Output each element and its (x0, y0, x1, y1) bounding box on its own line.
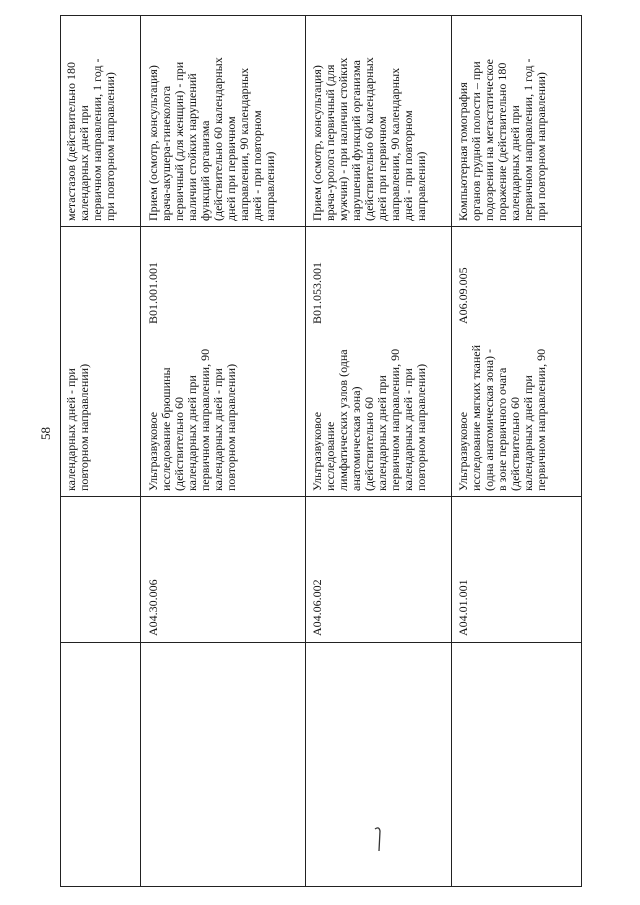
row-divider (451, 16, 452, 886)
text-line: направлении) (414, 151, 428, 221)
text-line: Ультразвуковое (456, 411, 470, 491)
text-line: календарных дней при (521, 375, 535, 491)
text-line: направлении, 90 календарных (388, 67, 402, 221)
pen-mark-icon (373, 823, 383, 853)
text-line: метастазов (действительно 180 (64, 62, 78, 221)
column-divider (61, 642, 581, 643)
text-line: первичном направлении, 1 год - (90, 58, 104, 221)
text-line: дней - при повторном (250, 110, 264, 221)
text-line: (действительно 60 (362, 397, 376, 491)
text-line: (действительно 60 календарных (362, 57, 376, 221)
text-line: первичном направлении, 90 (534, 348, 548, 491)
text-line: (действительно 60 (508, 397, 522, 491)
row-divider (140, 16, 141, 886)
text-line: повторном направлении) (224, 363, 238, 491)
text-line: при повторном направлении) (103, 72, 117, 221)
service-code: B01.001.001 (146, 261, 160, 324)
text-line: первичном направлении, 90 (198, 348, 212, 491)
text-line: врача-уролога первичный (для (323, 64, 337, 221)
service-code: A04.06.002 (310, 579, 324, 636)
text-line: календарных дней при (508, 105, 522, 221)
text-line: подозрении на метастатическое (482, 59, 496, 221)
page-number: 58 (38, 427, 53, 440)
text-line: дней при первичном (224, 116, 238, 221)
text-line: первичном направлении, 90 (388, 348, 402, 491)
service-code: A04.30.006 (146, 579, 160, 636)
text-line: лимфатических узлов (одна (336, 349, 350, 491)
text-line: первичный (для женщин) - при (172, 61, 186, 221)
text-line: повторном направлении) (414, 363, 428, 491)
text-line: Прием (осмотр, консультация) (310, 65, 324, 221)
text-line: исследование брюшины (159, 367, 173, 491)
text-line: исследование (323, 421, 337, 491)
text-line: наличии стойких нарушений (185, 73, 199, 221)
text-line: дней при первичном (375, 116, 389, 221)
text-line: функций организма (198, 120, 212, 221)
text-line: Прием (осмотр, консультация) (146, 65, 160, 221)
text-line: направлении) (263, 151, 277, 221)
text-line: Компьютерная томография (456, 82, 470, 221)
column-divider (61, 226, 581, 227)
text-line: календарных дней при (77, 105, 91, 221)
text-line: (одна анатомическая зона) - (482, 348, 496, 491)
row-divider (305, 16, 306, 886)
column-divider (61, 496, 581, 497)
text-line: повторном направлении) (77, 363, 91, 491)
text-line: календарных дней - при (401, 368, 415, 491)
text-line: врача-акушера-гинеколога (159, 85, 173, 221)
service-code: A04.01.001 (456, 579, 470, 636)
text-line: при повторном направлении) (534, 72, 548, 221)
text-line: поражение (действительно 180 (495, 62, 509, 221)
text-line: Ультразвуковое (310, 411, 324, 491)
text-line: календарных дней при (375, 375, 389, 491)
text-line: нарушений функций организма (349, 60, 363, 221)
text-line: дней - при повторном (401, 110, 415, 221)
text-line: в зоне первичного очага (495, 367, 509, 491)
services-table (60, 15, 582, 887)
text-line: календарных дней при (185, 375, 199, 491)
text-line: (действительно 60 календарных (211, 57, 225, 221)
service-code: A06.09.005 (456, 267, 470, 324)
text-line: исследование мягких тканей (469, 344, 483, 491)
text-line: анатомическая зона) (349, 386, 363, 491)
text-line: первичном направлении, 1 год - (521, 58, 535, 221)
text-line: календарных дней - при (211, 368, 225, 491)
text-line: направлении, 90 календарных (237, 67, 251, 221)
service-code: B01.053.001 (310, 261, 324, 324)
text-line: (действительно 60 (172, 397, 186, 491)
text-line: мужчин) - при наличии стойких (336, 57, 350, 221)
text-line: органов грудной полости – при (469, 61, 483, 221)
text-line: Ультразвуковое (146, 411, 160, 491)
text-line: календарных дней - при (64, 368, 78, 491)
